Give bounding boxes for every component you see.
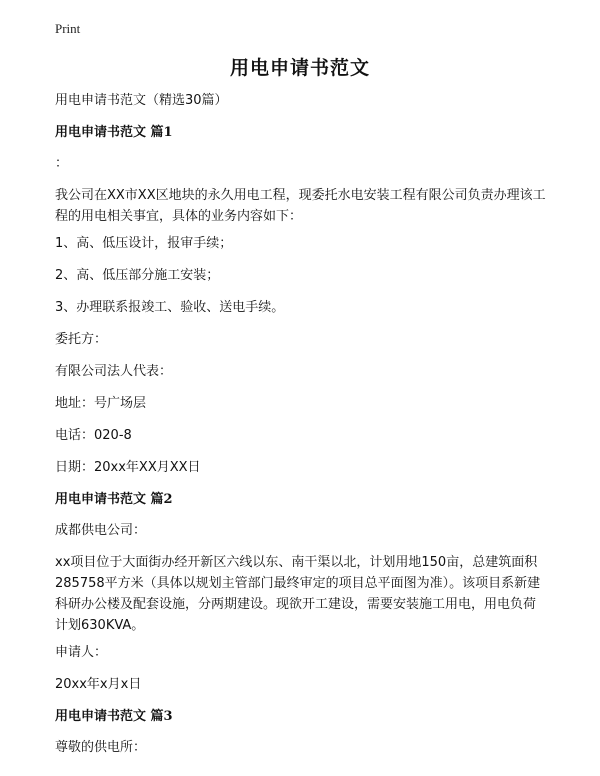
print-link[interactable]: Print bbox=[55, 21, 81, 36]
document-body bbox=[55, 90, 547, 769]
section-heading-3: 用电申请书范文 篇3 bbox=[55, 709, 173, 724]
section-heading-1: 用电申请书范文 篇1 bbox=[55, 125, 173, 140]
body-paragraph: xx项目位于大面街办经开新区六线以东、南干渠以北，计划用地150亩，总建筑面积285758平方米（具体以规划主管部门最终审定的项目总平面图为准）。该项目系新建科研办公楼及配套设施，分两期建设。现欲开工建设，需要安装施工用电，用电负荷计划630KVA。 bbox=[55, 555, 541, 633]
legal-representative-label: 有限公司法人代表： bbox=[55, 364, 173, 379]
recipient-line: 成都供电公司： bbox=[55, 523, 147, 538]
section-heading-2: 用电申请书范文 篇2 bbox=[55, 492, 173, 507]
client-label: 委托方： bbox=[55, 332, 108, 347]
phone-line: 电话：020-8 bbox=[55, 428, 132, 443]
document-title: 用电申请书范文 bbox=[229, 57, 370, 79]
date-line: 20xx年x月x日 bbox=[55, 677, 142, 692]
list-item-3: 3、办理联系报竣工、验收、送电手续。 bbox=[55, 300, 285, 315]
subtitle-line: 用电申请书范文（精选30篇） bbox=[55, 93, 228, 108]
salutation-colon: ： bbox=[55, 156, 69, 171]
list-item-2: 2、高、低压部分施工安装； bbox=[55, 268, 220, 283]
applicant-label: 申请人： bbox=[55, 645, 108, 660]
address-line: 地址：号广场层 bbox=[55, 396, 147, 411]
body-paragraph: 我公司在XX市XX区地块的永久用电工程，现委托水电安装工程有限公司负责办理该工程的用电相关事宜，具体的业务内容如下： bbox=[55, 188, 546, 224]
date-line: 日期：20xx年XX月XX日 bbox=[55, 460, 201, 475]
recipient-line: 尊敬的供电所： bbox=[55, 740, 147, 755]
list-item-1: 1、高、低压设计，报审手续； bbox=[55, 236, 233, 251]
